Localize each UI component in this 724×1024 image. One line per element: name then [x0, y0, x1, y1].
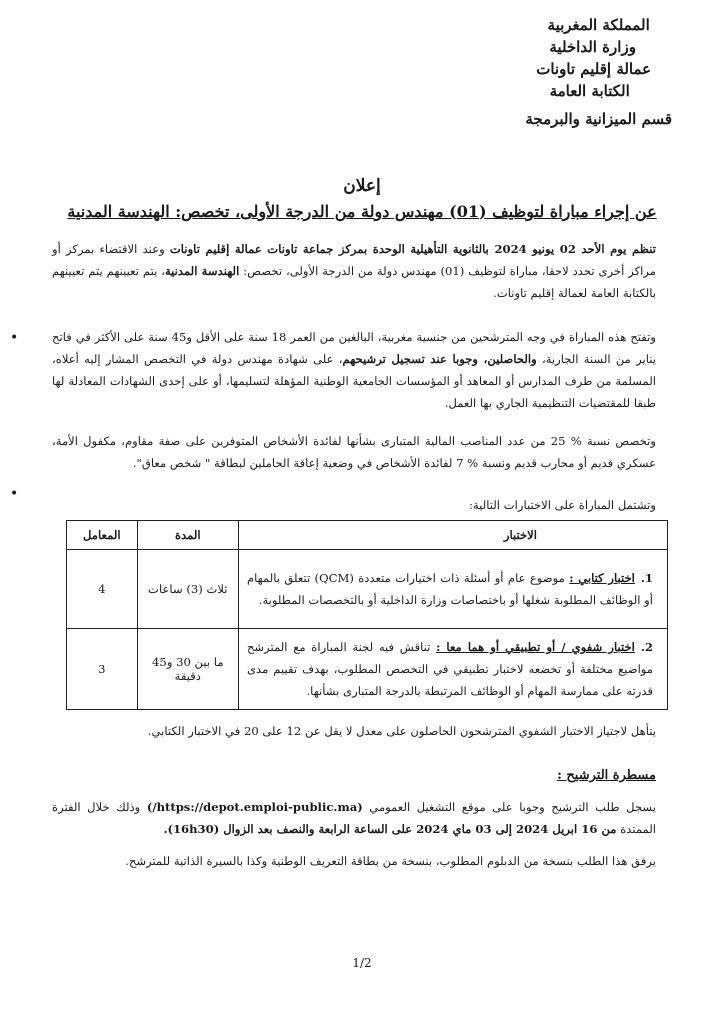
- paragraph-exam-date: [52, 238, 656, 304]
- specialty-name: الهندسة المدنية: [164, 264, 240, 278]
- scan-mark: •: [10, 330, 19, 346]
- section-title-application: مسطرة الترشيح :: [557, 768, 656, 783]
- letterhead-ministry: وزارة الداخلية: [549, 38, 636, 56]
- cell-coefficient: 3: [67, 629, 138, 710]
- paragraph-text: وتفتح هذه المباراة في وجه المترشحين من جنسية مغربية، البالغين من العمر 18 سنة على الأقل و45 سنة على الأكثر في فاتح يناير من السنة الجارية،: [52, 330, 657, 366]
- cell-test: [238, 550, 667, 629]
- test-title: اختبار كتابي :: [569, 571, 635, 585]
- header-duration: المدة: [137, 521, 238, 550]
- cell-duration: ثلاث (3) ساعات: [137, 550, 238, 629]
- letterhead-kingdom: المملكة المغربية: [547, 16, 650, 34]
- header-test: الاختبار: [238, 521, 667, 550]
- announcement-title: إعلان: [343, 176, 381, 196]
- page-number: 1/2: [352, 956, 372, 970]
- test-number: 2.: [640, 640, 653, 654]
- paragraph-text: يسجل طلب الترشيح وجوبا على موقع التشغيل العمومي: [362, 800, 657, 814]
- header-coefficient: المعامل: [67, 521, 138, 550]
- cell-duration: ما بين 30 و45 دقيقة: [137, 629, 238, 710]
- table-row: [67, 629, 668, 710]
- letterhead-division: قسم الميزانية والبرمجة: [525, 110, 672, 128]
- application-period: من 16 ابريل 2024 إلى 03 ماي 2024 على الساعة الرابعة والنصف بعد الزوال (16h30).: [163, 822, 617, 836]
- paragraph-exams-intro: وتشتمل المباراة على الاختبارات التالية:: [469, 498, 656, 512]
- paragraph-text: ، على شهادة مهندس دولة في التخصص المشار إليه أعلاه، المسلمة من طرف المدارس أو المعاهد أو المؤسسات الجامعية الوطنية المؤهلة لتسليمها، أو على إحدى الشهادات المعادلة لها طبقا للمقتضيات التنظيمية الجاري بها العمل.: [52, 352, 656, 410]
- letterhead: [525, 14, 672, 130]
- test-number: 1.: [640, 571, 653, 585]
- table-row: [67, 550, 668, 629]
- paragraph-text: وذلك خلال الفترة الممتدة: [52, 800, 656, 836]
- paragraph-application: [52, 796, 656, 840]
- paragraph-eligibility: [52, 326, 656, 414]
- letterhead-secretariat: الكتابة العامة: [549, 82, 630, 100]
- paragraph-attachments: يرفق هذا الطلب بنسخة من الدبلوم المطلوب، بنسخة من بطاقة التعريف الوطنية وكذا بالسيرة الذاتية للمترشح.: [125, 854, 656, 868]
- application-url: (https://depot.emploi-public.ma/): [146, 800, 363, 814]
- eligibility-condition: والحاصلين، وجوبا عند تسجيل ترشيحهم: [342, 352, 537, 366]
- exams-table: [66, 520, 668, 710]
- paragraph-text: ، يتم تعيينهم يتم تعيينهم بالكتابة العامة لعمالة إقليم تاونات.: [52, 264, 656, 300]
- test-description: موضوع عام أو أسئلة ذات اختيارات متعددة (QCM) تتعلق بالمهام أو الوظائف المطلوبة شغلها أو باختصاصات وزارة الداخلية أو بالتخصصات المطلوبة.: [246, 571, 653, 607]
- exam-date-venue: تنظم يوم الأحد 02 يونيو 2024 بالثانوية التأهيلية الوحدة بمركز جماعة تاونات عمالة إقليم تاونات: [169, 242, 656, 256]
- table-header-row: [67, 521, 668, 550]
- scan-mark: •: [10, 486, 19, 502]
- test-title: اختبار شفوي / أو تطبيقي أو هما معا :: [436, 640, 635, 654]
- announcement-subtitle: عن إجراء مباراة لتوظيف (01) مهندس دولة من الدرجة الأولى، تخصص: الهندسة المدنية: [67, 202, 657, 221]
- paragraph-text: وعند الاقتضاء بمركز أو مراكز أخرى تحدد لاحقا، مباراة لتوظيف (01) مهندس دولة من الدرجة الأولى، تخصص:: [52, 242, 656, 278]
- paragraph-quota: وتخصص نسبة % 25 من عدد المناصب المالية المتبارى بشأنها لفائدة الأشخاص المتوفرين على صفة مقاوم، مكفول الأمة، عسكري قديم أو محارب قديم ونسبة % 7 لفائدة الأشخاص في وضعية إعاقة الحاملين لبطاقة " شخص معاق".: [52, 434, 656, 470]
- letterhead-province: عمالة إقليم تاونات: [536, 60, 652, 78]
- test-description: تناقش فيه لجنة المباراة مع المترشح مواضيع مختلفة أو تخضعه لاختبار تطبيقي في التخصص المطلوب، بهدف تقييم مدى قدرته على ممارسة المهام أو الوظائف المرتبطة بالدرجة المتبارى بشأنها.: [246, 640, 653, 698]
- cell-coefficient: 4: [67, 550, 138, 629]
- cell-test: [238, 629, 667, 710]
- announcement-title-block: [40, 176, 684, 221]
- paragraph-qualification: يتأهل لاجتياز الاختبار الشفوي المترشحون الحاصلون على معدل لا يقل عن 12 على 20 في الاختبار الكتابي.: [147, 724, 656, 738]
